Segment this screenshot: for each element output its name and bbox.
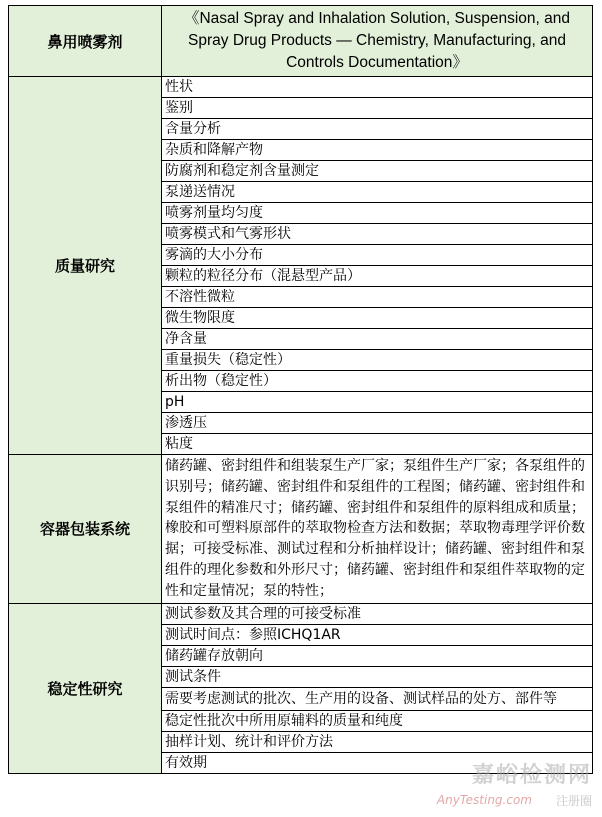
table-row [9,77,593,98]
quality-item: 颗粒的粒径分布（混悬型产品） [162,266,593,287]
stability-item: 抽样计划、统计和评价方法 [162,732,593,753]
requirements-table [8,5,593,774]
stability-item: 测试参数及其合理的可接受标准 [162,603,593,624]
quality-item: 防腐剂和稳定剂含量测定 [162,161,593,182]
stability-item: 需要考虑测试的批次、生产用的设备、测试样品的处方、部件等 [162,687,593,711]
watermark-badge: 注册圈 [555,794,592,808]
stability-item: 储药罐存放朝向 [162,645,593,666]
quality-item: 净含量 [162,329,593,350]
header-guidance-title: 《Nasal Spray and Inhalation Solution, Suspension, and Spray Drug Products — Chemistry, Manufacturing, and Controls Documentation》 [162,6,593,77]
table-row [9,603,593,624]
stability-section-label: 稳定性研究 [9,603,162,774]
quality-item: 粘度 [162,434,593,455]
header-row [9,6,593,77]
quality-item: 泵递送情况 [162,182,593,203]
quality-item: 喷雾剂量均匀度 [162,203,593,224]
watermark-url: AnyTesting.com [436,793,532,807]
quality-item: 不溶性微粒 [162,287,593,308]
quality-item: 析出物（稳定性） [162,371,593,392]
quality-item: 微生物限度 [162,308,593,329]
quality-item: 渗透压 [162,413,593,434]
quality-section-label: 质量研究 [9,77,162,455]
table-row [9,455,593,604]
quality-item: 含量分析 [162,119,593,140]
quality-item: pH [162,392,593,413]
watermark-logo-text: 嘉峪检测网 [471,763,592,788]
quality-item: 喷雾模式和气雾形状 [162,224,593,245]
stability-item: 有效期 [162,753,593,774]
stability-item: 稳定性批次中所用原辅料的质量和纯度 [162,711,593,732]
quality-item: 重量损失（稳定性） [162,350,593,371]
quality-item: 杂质和降解产物 [162,140,593,161]
container-section-label: 容器包装系统 [9,455,162,604]
container-requirements-text: 储药罐、密封组件和组装泵生产厂家；泵组件生产厂家；各泵组件的识别号；储药罐、密封组件和泵组件的工程图；储药罐、密封组件和泵组件的精准尺寸；储药罐、密封组件和泵组件的原料组成和质量；橡胶和可塑料原部件的萃取物检查方法和数据；萃取物毒理学评价数据；可接受标准、测试过程和分析抽样设计；储药罐、密封组件和泵组件的理化参数和外形尺寸；储药罐、密封组件和泵组件萃取物的定性和定量情况；泵的特性； [162,455,593,604]
stability-item: 测试条件 [162,666,593,687]
quality-item: 鉴别 [162,98,593,119]
header-left-cell: 鼻用喷雾剂 [9,6,162,77]
quality-item: 雾滴的大小分布 [162,245,593,266]
quality-item: 性状 [162,77,593,98]
stability-item: 测试时间点：参照ICHQ1AR [162,624,593,645]
